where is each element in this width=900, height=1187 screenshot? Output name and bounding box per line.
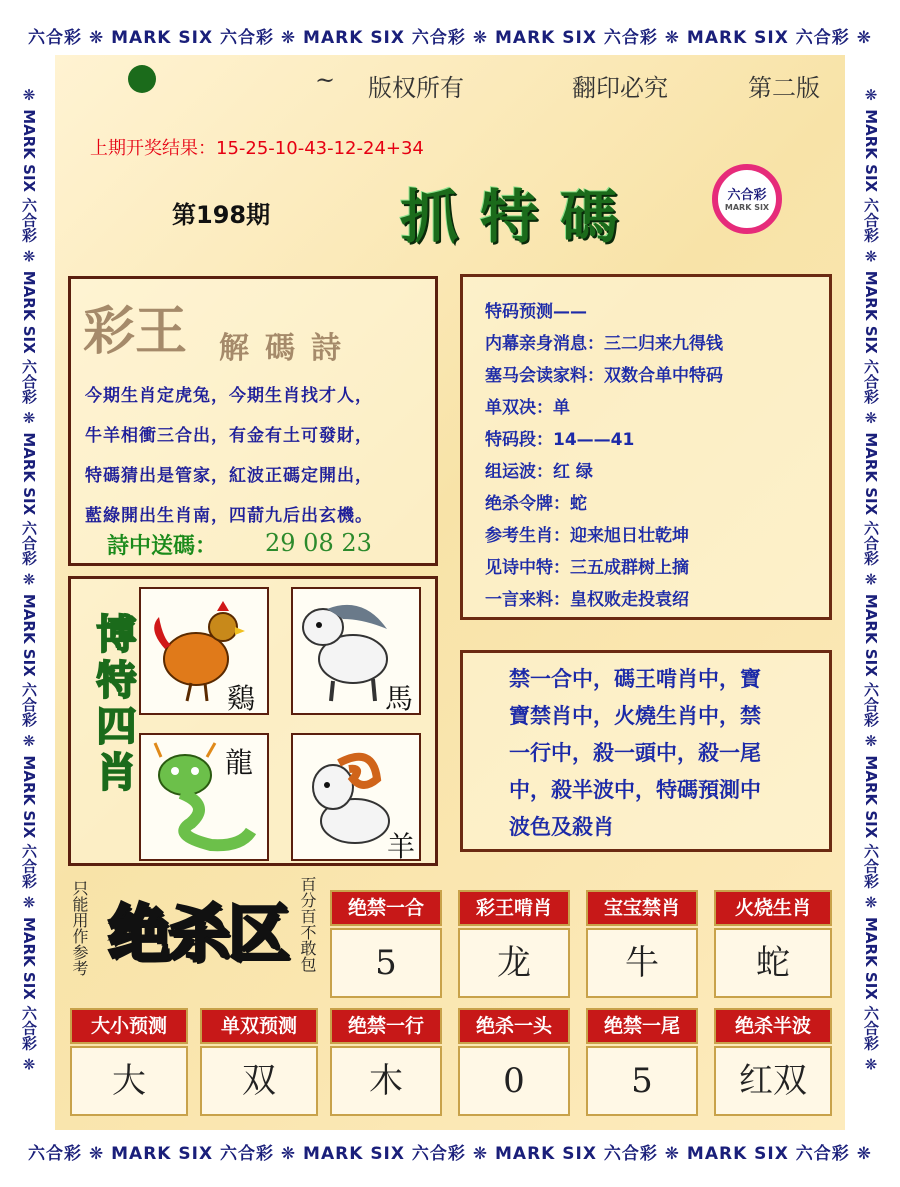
prediction-box bbox=[460, 274, 832, 620]
prediction-line-3: 塞马会读家料：双数合单中特码 bbox=[485, 366, 723, 386]
value-cell-9: 5 bbox=[586, 1046, 698, 1116]
poem-title-big: 彩王 bbox=[83, 301, 188, 362]
kill-zone-title: 绝杀区 bbox=[108, 897, 289, 970]
poem-give-label: 詩中送碼： bbox=[107, 533, 218, 559]
left-border-strip: ❋ MARK SIX 六合彩 ❋ MARK SIX 六合彩 ❋ MARK SIX 六合彩 ❋ MARK SIX 六合彩 ❋ MARK SIX 六合彩 ❋ MARK SIX 六合彩 ❋ bbox=[20, 86, 38, 1074]
prediction-line-10: 一言来料：皇权败走投袁绍 bbox=[485, 590, 689, 610]
last-result: 上期开奖结果：15-25-10-43-12-24+34 bbox=[90, 138, 424, 159]
four-animals-box bbox=[68, 576, 438, 866]
poem-box bbox=[68, 276, 438, 566]
label-cell-10: 绝杀半波 bbox=[714, 1008, 832, 1044]
poem-line-1: 今期生肖定虎兔，今期生肖找才人， bbox=[85, 386, 373, 406]
ban-line-2: 寶禁肖中，火燒生肖中，禁 bbox=[509, 704, 761, 728]
logo-text: 六合彩 bbox=[727, 188, 767, 203]
poem-line-4: 藍綠開出生肖南，四葥九后出玄機。 bbox=[85, 506, 373, 526]
bottom-border-strip: 六合彩 ❋ MARK SIX 六合彩 ❋ MARK SIX 六合彩 ❋ MARK SIX 六合彩 ❋ MARK SIX 六合彩 ❋ bbox=[28, 1144, 872, 1164]
poem-line-2: 牛羊相衝三合出，有金有土可發財， bbox=[85, 426, 373, 446]
ban-line-4: 中，殺半波中，特碼預測中 bbox=[509, 778, 761, 802]
prediction-line-1: 特码预测—— bbox=[485, 302, 587, 322]
animal-cell-sheep bbox=[291, 733, 421, 861]
prediction-line-8: 参考生肖：迎来旭日壮乾坤 bbox=[485, 526, 689, 546]
right-border-strip: ❋ MARK SIX 六合彩 ❋ MARK SIX 六合彩 ❋ MARK SIX 六合彩 ❋ MARK SIX 六合彩 ❋ MARK SIX 六合彩 ❋ MARK SIX 六合彩 ❋ bbox=[862, 86, 880, 1074]
four-animals-label: 博特四肖 bbox=[90, 613, 137, 797]
no-reprint-text: 翻印必究 bbox=[572, 74, 668, 102]
value-cell-3: 牛 bbox=[586, 928, 698, 998]
dash-mark: ~ bbox=[315, 66, 336, 94]
poem-give-numbers: 29 08 23 bbox=[265, 529, 372, 557]
issue-number: 第198期 bbox=[172, 201, 271, 229]
animal-label-horse: 馬 bbox=[385, 682, 414, 715]
prediction-line-4: 单双决：单 bbox=[485, 398, 570, 418]
label-cell-4: 火烧生肖 bbox=[714, 890, 832, 926]
label-cell-8: 绝杀一头 bbox=[458, 1008, 570, 1044]
kill-zone-right-note: 百分百不敢包 bbox=[298, 876, 317, 972]
value-cell-4: 蛇 bbox=[714, 928, 832, 998]
value-cell-5: 大 bbox=[70, 1046, 188, 1116]
label-cell-1: 绝禁一合 bbox=[330, 890, 442, 926]
value-cell-1: 5 bbox=[330, 928, 442, 998]
label-cell-3: 宝宝禁肖 bbox=[586, 890, 698, 926]
ban-line-1: 禁一合中，碼王啃肖中，寶 bbox=[509, 667, 761, 691]
prediction-line-9: 见诗中特：三五成群树上摘 bbox=[485, 558, 689, 578]
value-cell-7: 木 bbox=[330, 1046, 442, 1116]
value-cell-8: 0 bbox=[458, 1046, 570, 1116]
animal-label-rooster: 鷄 bbox=[227, 682, 256, 715]
label-cell-7: 绝禁一行 bbox=[330, 1008, 442, 1044]
animal-cell-horse bbox=[291, 587, 421, 715]
ban-line-5: 波色及殺肖 bbox=[509, 815, 614, 839]
prediction-line-7: 绝杀令牌：蛇 bbox=[485, 494, 587, 514]
animal-label-sheep: 羊 bbox=[387, 830, 416, 863]
poem-line-3: 特碼猜出是管家，紅波正碼定開出， bbox=[85, 466, 373, 486]
value-cell-6: 双 bbox=[200, 1046, 318, 1116]
edition-text: 第二版 bbox=[748, 74, 820, 102]
prediction-line-6: 组运波：红 绿 bbox=[485, 462, 593, 482]
top-border-strip: 六合彩 ❋ MARK SIX 六合彩 ❋ MARK SIX 六合彩 ❋ MARK SIX 六合彩 ❋ MARK SIX 六合彩 ❋ bbox=[28, 28, 872, 48]
bans-box bbox=[460, 650, 832, 852]
prediction-line-5: 特码段：14——41 bbox=[485, 430, 635, 450]
label-cell-2: 彩王啃肖 bbox=[458, 890, 570, 926]
green-leaf-icon bbox=[128, 65, 156, 93]
value-cell-10: 红双 bbox=[714, 1046, 832, 1116]
kill-zone-left-note: 只能用作参考 bbox=[70, 880, 89, 976]
logo-sub: MARK SIX bbox=[724, 203, 770, 212]
ban-line-3: 一行中，殺一頭中，殺一尾 bbox=[509, 741, 761, 765]
prediction-line-2: 内幕亲身消息：三二归来九得钱 bbox=[485, 334, 723, 354]
animal-cell-dragon bbox=[139, 733, 269, 861]
animal-cell-rooster bbox=[139, 587, 269, 715]
label-cell-9: 绝禁一尾 bbox=[586, 1008, 698, 1044]
mark-six-logo bbox=[712, 164, 782, 234]
copyright-text: 版权所有 bbox=[368, 74, 464, 102]
poem-title-small: 解碼詩 bbox=[219, 331, 357, 366]
label-cell-5: 大小预测 bbox=[70, 1008, 188, 1044]
page-title: 抓特碼 bbox=[400, 183, 641, 251]
label-cell-6: 单双预测 bbox=[200, 1008, 318, 1044]
value-cell-2: 龙 bbox=[458, 928, 570, 998]
animal-label-dragon: 龍 bbox=[225, 746, 254, 779]
